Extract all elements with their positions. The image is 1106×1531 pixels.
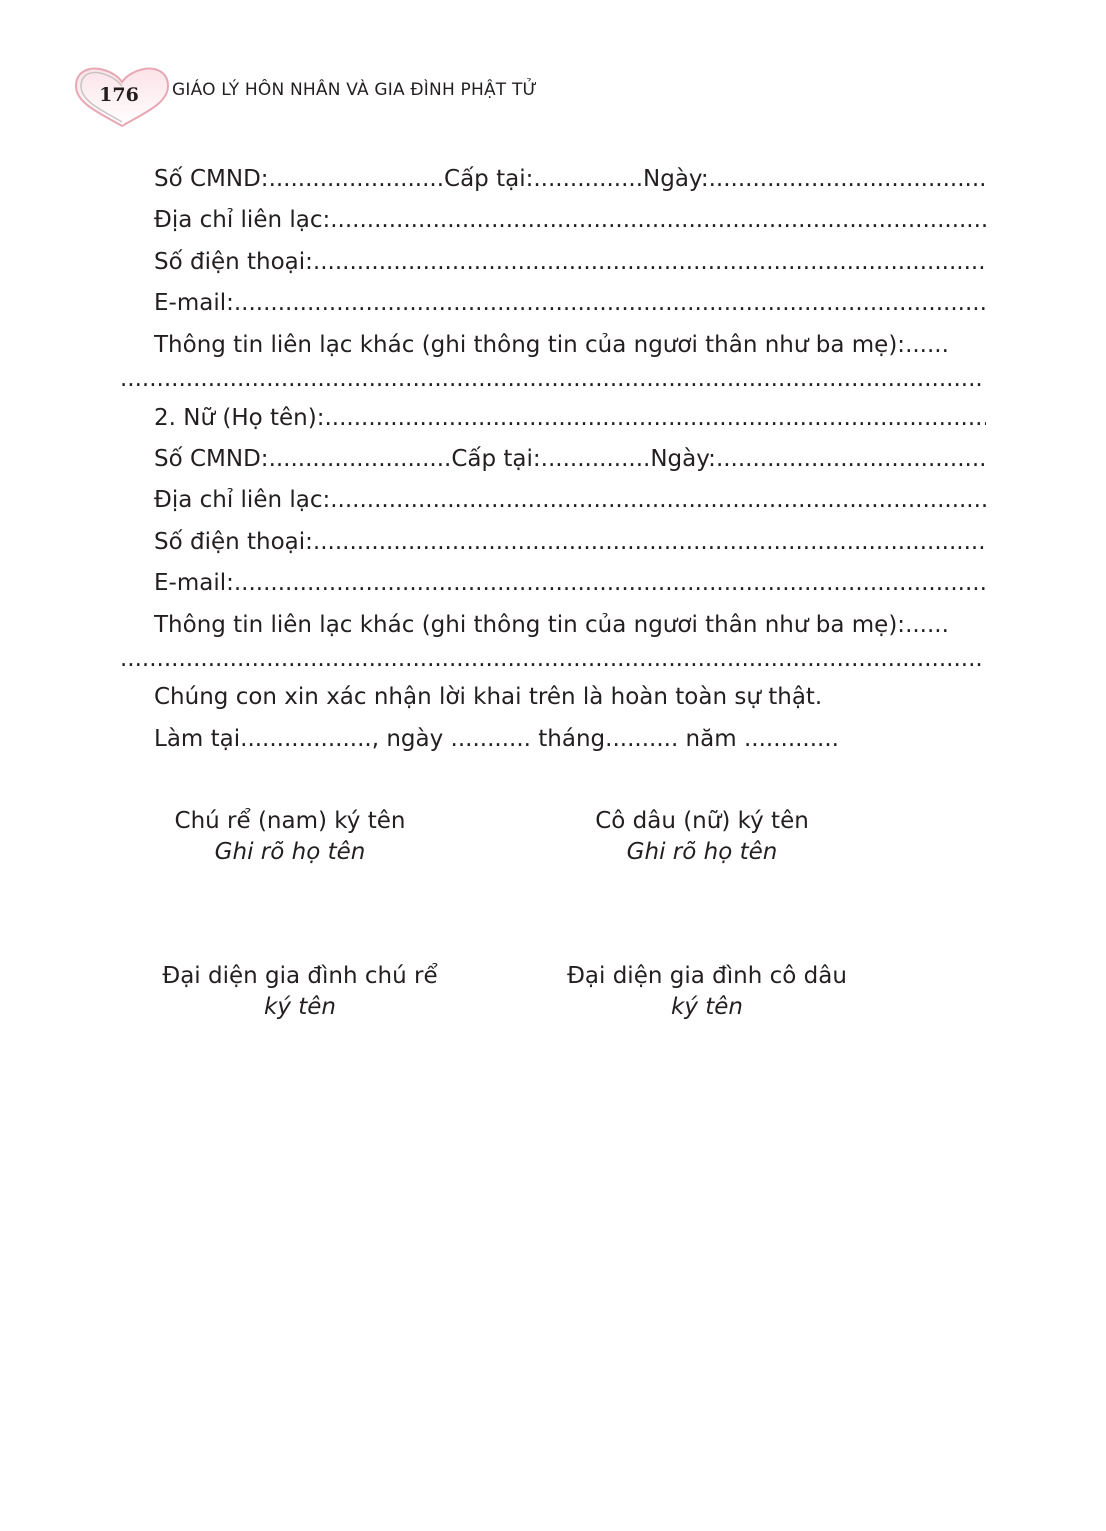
bride-email-field[interactable]: [234, 566, 986, 600]
bride-signature-sub: Ghi rõ họ tên: [626, 839, 778, 865]
running-title: GIÁO LÝ HÔN NHÂN VÀ GIA ĐÌNH PHẬT TỬ: [172, 80, 538, 100]
groom-email-field[interactable]: [234, 286, 986, 320]
groom-signature-sub: Ghi rõ họ tên: [214, 839, 366, 865]
groom-id-dots: ........................: [268, 166, 445, 192]
confirmation-text: Chúng con xin xác nhận lời khai trên là hoàn toàn sự thật.: [154, 684, 823, 710]
groom-address-label: Địa chỉ liên lạc:: [154, 207, 331, 233]
bride-name-field[interactable]: [324, 401, 986, 435]
groom-other-field[interactable]: [120, 364, 984, 394]
groom-date-field[interactable]: [709, 162, 986, 196]
bride-id-line: [154, 442, 986, 476]
bride-issued-dots: ...............: [540, 446, 651, 472]
bride-id-label: Số CMND:: [154, 446, 269, 472]
groom-id-label: Số CMND:: [154, 166, 269, 192]
groom-phone-label: Số điện thoại:: [154, 249, 313, 275]
groom-family-signature-title: Đại diện gia đình chú rể: [162, 963, 438, 989]
groom-issued-label: Cấp tại:: [444, 166, 534, 192]
bride-signature-block: [562, 805, 842, 867]
page-header: [0, 0, 1106, 140]
groom-date-label: Ngày:: [643, 166, 709, 192]
bride-family-signature-sub: ký tên: [671, 994, 743, 1020]
bride-phone-label: Số điện thoại:: [154, 529, 313, 555]
bride-name-line: [154, 401, 986, 435]
bride-id-dots: .........................: [268, 446, 452, 472]
bride-phone-field[interactable]: [313, 525, 986, 559]
bride-family-signature-block: [537, 960, 877, 1022]
groom-address-field[interactable]: [330, 203, 986, 237]
bride-issued-label: Cấp tại:: [451, 446, 541, 472]
groom-other-label: Thông tin liên lạc khác (ghi thông tin của ngươi thân như ba mẹ):: [154, 332, 906, 358]
bride-other-line: [154, 608, 986, 642]
bride-address-label: Địa chỉ liên lạc:: [154, 487, 331, 513]
groom-email-line: [154, 286, 986, 320]
bride-phone-line: [154, 525, 986, 559]
groom-email-label: E-mail:: [154, 290, 234, 316]
groom-family-signature-block: [130, 960, 470, 1022]
bride-date-label: Ngày:: [650, 446, 716, 472]
groom-other-line: [154, 328, 986, 362]
bride-name-label: 2. Nữ (Họ tên):: [154, 405, 325, 431]
bride-address-field[interactable]: [330, 483, 986, 517]
groom-signature-block: [150, 805, 430, 867]
bride-other-label: Thông tin liên lạc khác (ghi thông tin của ngươi thân như ba mẹ):: [154, 612, 906, 638]
bride-other-field[interactable]: [120, 644, 984, 674]
groom-address-line: [154, 203, 986, 237]
groom-family-signature-sub: ký tên: [264, 994, 336, 1020]
made-at-line: Làm tại.................., ngày ........... tháng.......... năm .............: [154, 726, 839, 752]
bride-address-line: [154, 483, 986, 517]
groom-issued-dots: ...............: [533, 166, 644, 192]
bride-date-field[interactable]: [716, 442, 986, 476]
groom-signature-title: Chú rể (nam) ký tên: [174, 808, 406, 834]
groom-other-trailing: ......: [905, 332, 949, 358]
page-number: 176: [99, 84, 139, 106]
groom-id-line: [154, 162, 986, 196]
bride-email-line: [154, 566, 986, 600]
groom-phone-field[interactable]: [313, 245, 986, 279]
groom-phone-line: [154, 245, 986, 279]
bride-signature-title: Cô dâu (nữ) ký tên: [595, 808, 809, 834]
bride-other-trailing: ......: [905, 612, 949, 638]
bride-family-signature-title: Đại diện gia đình cô dâu: [567, 963, 847, 989]
bride-email-label: E-mail:: [154, 570, 234, 596]
